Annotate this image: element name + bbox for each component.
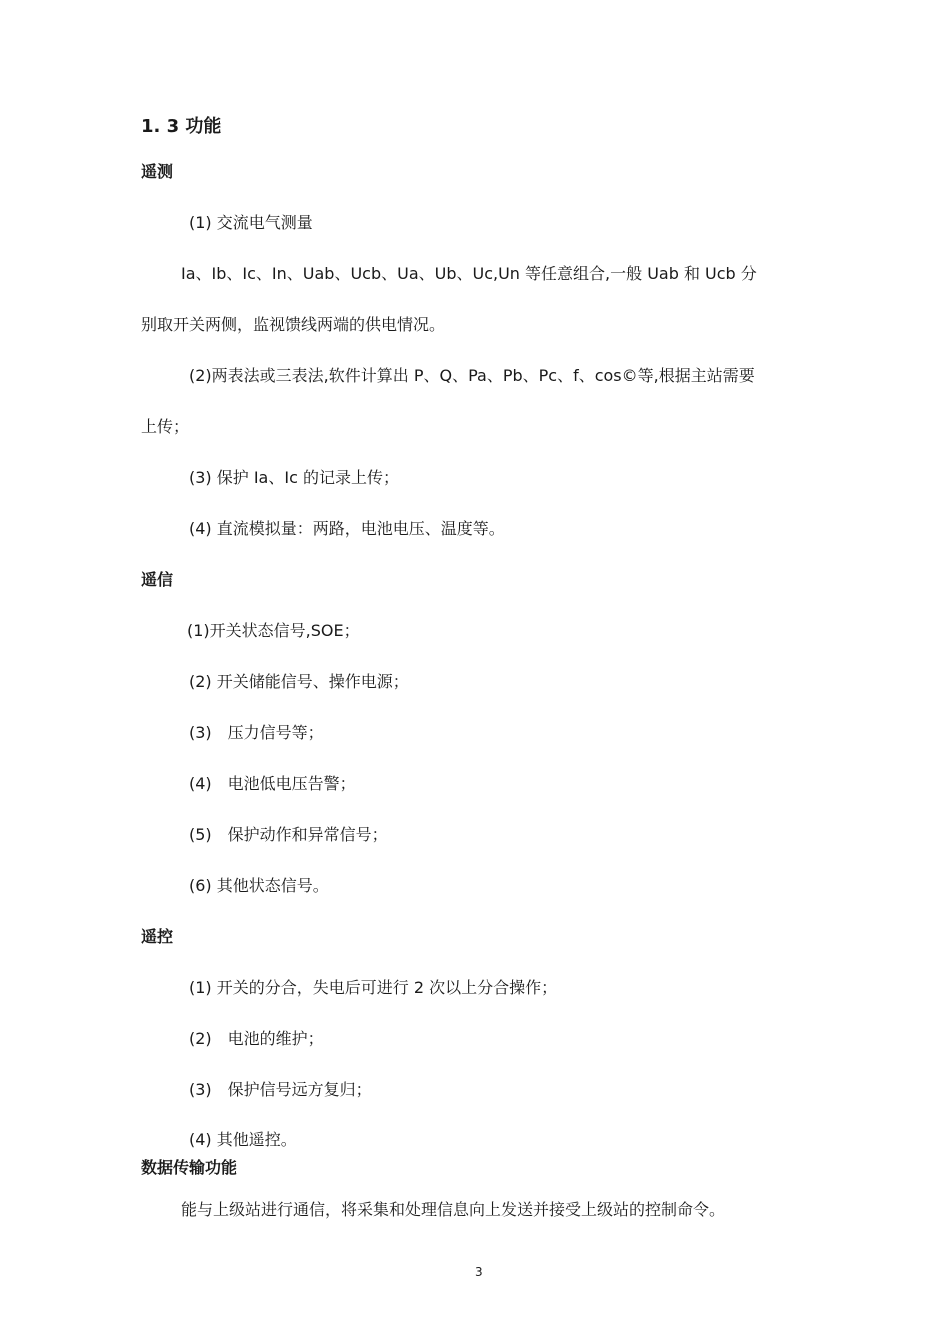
telesignal-item: (2) 开关储能信号、操作电源； xyxy=(189,672,409,691)
telesignal-item: (1)开关状态信号,SOE； xyxy=(187,621,360,640)
telemetry-item: 上传； xyxy=(141,417,190,436)
telecontrol-item: (2) 电池的维护； xyxy=(189,1029,324,1048)
heading-telecontrol: 遥控 xyxy=(141,927,174,946)
page-number: 3 xyxy=(475,1265,483,1279)
heading-telemetry: 遥测 xyxy=(141,162,174,181)
telemetry-item: (4) 直流模拟量：两路，电池电压、温度等。 xyxy=(189,519,505,538)
heading-telesignal: 遥信 xyxy=(141,570,174,589)
telemetry-item: 别取开关两侧，监视馈线两端的供电情况。 xyxy=(141,315,446,334)
telesignal-item: (4) 电池低电压告警； xyxy=(189,774,356,793)
telemetry-item: (2)两表法或三表法,软件计算出 P、Q、Pa、Pb、Pc、f、cos©等,根据主站需要 xyxy=(189,366,755,385)
heading-data-transfer: 数据传输功能 xyxy=(141,1158,238,1177)
telecontrol-item: (1) 开关的分合，失电后可进行 2 次以上分合操作； xyxy=(189,978,558,997)
telemetry-item: Ia、Ib、Ic、In、Uab、Ucb、Ua、Ub、Uc,Un 等任意组合,一般 Uab 和 Ucb 分 xyxy=(181,264,757,283)
telesignal-item: (5) 保护动作和异常信号； xyxy=(189,825,388,844)
telesignal-item: (6) 其他状态信号。 xyxy=(189,876,329,895)
section-title: 1. 3 功能 xyxy=(141,116,222,137)
telecontrol-item: (4) 其他遥控。 xyxy=(189,1130,297,1149)
telemetry-item: (1) 交流电气测量 xyxy=(189,213,313,232)
data-transfer-text: 能与上级站进行通信，将采集和处理信息向上发送并接受上级站的控制命令。 xyxy=(181,1200,726,1219)
telecontrol-item: (3) 保护信号远方复归； xyxy=(189,1080,372,1099)
telemetry-item: (3) 保护 Ia、Ic 的记录上传； xyxy=(189,468,399,487)
telesignal-item: (3) 压力信号等； xyxy=(189,723,324,742)
